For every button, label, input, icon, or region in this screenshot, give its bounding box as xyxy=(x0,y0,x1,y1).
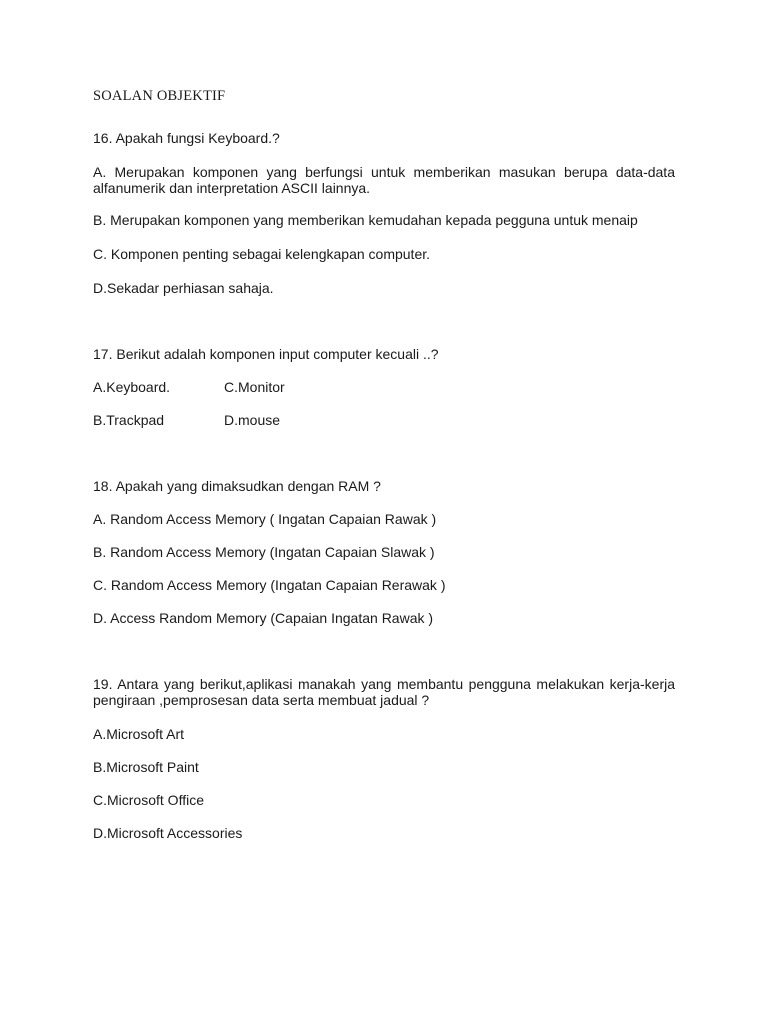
question-18-option-a: A. Random Access Memory ( Ingatan Capaian Rawak ) xyxy=(93,511,437,527)
question-17-option-d: D.mouse xyxy=(224,412,281,428)
question-16-option-d: D.Sekadar perhiasan sahaja. xyxy=(93,280,274,296)
question-18-option-b: B. Random Access Memory (Ingatan Capaian Slawak ) xyxy=(93,544,435,560)
question-19-option-b: B.Microsoft Paint xyxy=(93,759,199,775)
question-18: 18. Apakah yang dimaksudkan dengan RAM ? xyxy=(93,478,381,494)
question-19-option-c: C.Microsoft Office xyxy=(93,792,204,808)
question-17-option-a: A.Keyboard. xyxy=(93,379,171,395)
question-16: 16. Apakah fungsi Keyboard.? xyxy=(93,130,280,146)
question-17: 17. Berikut adalah komponen input computer kecuali ..? xyxy=(93,346,439,362)
question-19: 19. Antara yang berikut,aplikasi manakah yang membantu pengguna melakukan kerja-kerja pengiraan ,pemprosesan data serta membuat jadual ? xyxy=(93,676,675,708)
question-16-option-c: C. Komponen penting sebagai kelengkapan computer. xyxy=(93,246,431,262)
question-17-option-b: B.Trackpad xyxy=(93,412,165,428)
question-18-option-c: C. Random Access Memory (Ingatan Capaian Rerawak ) xyxy=(93,577,446,593)
document-heading: SOALAN OBJEKTIF xyxy=(93,88,226,104)
question-16-option-a: A. Merupakan komponen yang berfungsi untuk memberikan masukan berupa data-data alfanumerik dan interpretation ASCII lainnya. xyxy=(93,164,675,196)
question-16-option-b: B. Merupakan komponen yang memberikan kemudahan kepada pegguna untuk menaip xyxy=(93,212,638,228)
question-17-option-c: C.Monitor xyxy=(224,379,285,395)
question-19-option-a: A.Microsoft Art xyxy=(93,726,185,742)
question-19-option-d: D.Microsoft Accessories xyxy=(93,825,243,841)
question-18-option-d: D. Access Random Memory (Capaian Ingatan Rawak ) xyxy=(93,610,434,626)
